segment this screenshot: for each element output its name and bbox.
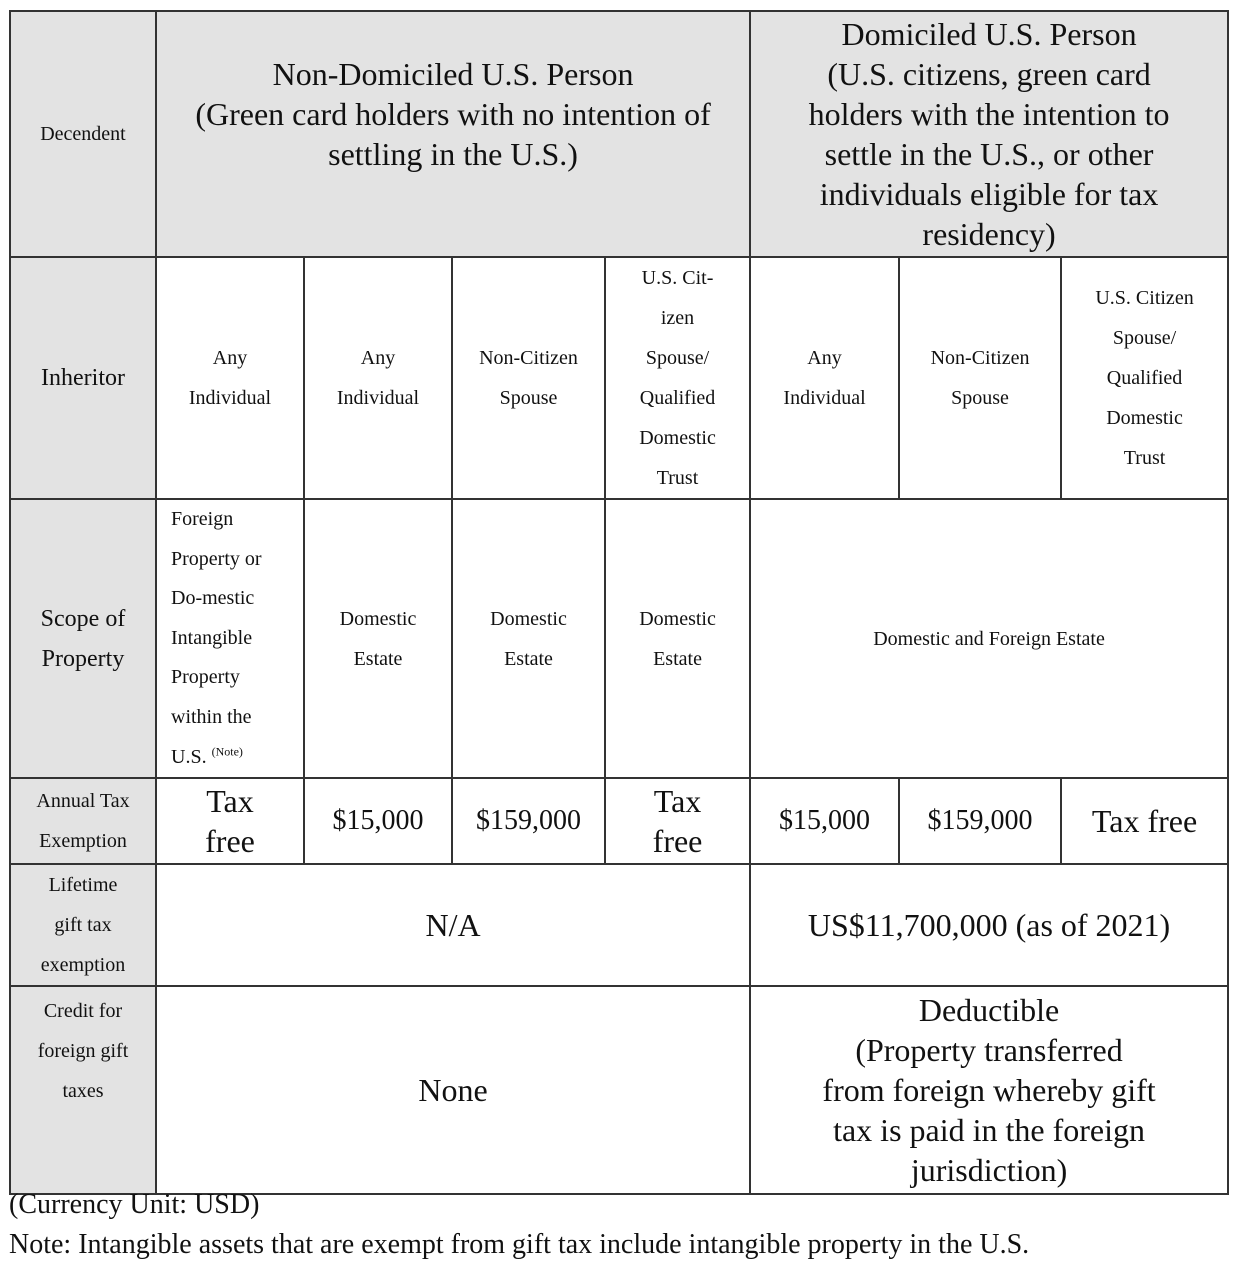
scope-domestic-estate-3 (605, 499, 750, 778)
cell-line: Qualified (1106, 367, 1183, 389)
cell-line: Property (41, 645, 125, 672)
cell-line: tax is paid in the foreign (833, 1112, 1145, 1149)
scope-label (10, 499, 156, 778)
scope-domestic-and-foreign: Domestic and Foreign Estate (750, 499, 1228, 778)
cell-line: Individual (336, 387, 420, 409)
cell-line: foreign gift (37, 1040, 129, 1063)
cell-line: Credit for (43, 1000, 123, 1023)
cell-line: Qualified (639, 387, 716, 409)
cell-line: Tax (206, 783, 254, 820)
decedent-row (10, 11, 1228, 257)
annual-amount-15000-2: $15,000 (750, 778, 899, 864)
cell-line: Any (360, 347, 396, 369)
cell-line: Estate (353, 647, 403, 670)
non-domiciled-title: Non-Domiciled U.S. Person (272, 56, 634, 92)
cell-line: Deductible (918, 992, 1060, 1029)
cell-line: jurisdiction) (910, 1152, 1068, 1189)
cell-line: Exemption (39, 830, 127, 853)
cell-line: Domestic (639, 427, 716, 449)
cell-line: Domestic (1106, 407, 1183, 429)
lifetime-na: N/A (156, 864, 750, 986)
domiciled-desc-5: residency) (922, 216, 1056, 252)
cell-line: Annual Tax (36, 790, 130, 813)
cell-line: Do-mestic (171, 587, 255, 610)
domiciled-desc-3: settle in the U.S., or other (824, 136, 1154, 172)
inheritor-citizen-spouse-2 (1061, 257, 1228, 499)
gift-tax-table (9, 10, 1229, 1195)
cell-line: Property (171, 666, 240, 689)
cell-line: Spouse (499, 387, 558, 409)
inheritor-any-individual-2 (304, 257, 452, 499)
cell-line: from foreign whereby gift (822, 1072, 1156, 1109)
inheritor-row (10, 257, 1228, 499)
cell-line: Any (807, 347, 842, 369)
scope-domestic-estate-1 (304, 499, 452, 778)
credit-label (10, 986, 156, 1194)
cell-line: free (652, 823, 703, 860)
cell-line: Property or (171, 547, 262, 570)
credit-deductible (750, 986, 1228, 1194)
annual-tax-free-2 (605, 778, 750, 864)
cell-line: Domestic (639, 607, 716, 630)
lifetime-amount: US$11,700,000 (as of 2021) (750, 864, 1228, 986)
inheritor-non-citizen-spouse-2 (899, 257, 1061, 499)
credit-row (10, 986, 1228, 1194)
domiciled-desc-4: individuals eligible for tax (819, 176, 1159, 212)
cell-line: gift tax (54, 914, 112, 937)
credit-none: None (156, 986, 750, 1194)
cell-line: (Property transferred (855, 1032, 1123, 1069)
lifetime-exemption-label (10, 864, 156, 986)
cell-line: Tax (653, 783, 702, 820)
cell-line: Non-Citizen (930, 347, 1030, 369)
cell-line: Foreign (171, 508, 234, 530)
cell-line: U.S. Citizen (1095, 287, 1194, 309)
cell-line: Any (212, 347, 248, 369)
annual-exemption-row (10, 778, 1228, 864)
inheritor-any-individual-3 (750, 257, 899, 499)
inheritor-citizen-spouse-1 (605, 257, 750, 499)
cell-line: Spouse/ (645, 347, 710, 369)
inheritor-any-individual-1 (156, 257, 304, 499)
cell-line: exemption (40, 954, 126, 977)
cell-line: taxes (62, 1080, 104, 1103)
cell-line: Individual (188, 387, 272, 409)
cell-line (171, 738, 299, 778)
non-domiciled-desc-2: settling in the U.S.) (328, 136, 578, 172)
annual-tax-free-3: Tax free (1061, 778, 1228, 864)
cell-line: Intangible (171, 626, 253, 649)
domiciled-desc-1: (U.S. citizens, green card (827, 56, 1151, 92)
cell-line: Scope of (40, 605, 126, 632)
annual-exemption-label (10, 778, 156, 864)
cell-line: Trust (1123, 447, 1166, 469)
inheritor-label: Inheritor (10, 257, 156, 499)
scope-domestic-estate-2 (452, 499, 605, 778)
domiciled-header (750, 11, 1228, 257)
cell-line: Individual (783, 387, 866, 409)
cell-line: Non-Citizen (479, 347, 578, 369)
scope-us-text: U.S. (171, 745, 207, 768)
non-domiciled-desc-1: (Green card holders with no intention of (195, 96, 711, 132)
footnote: Note: Intangible assets that are exempt from gift tax include intangible property in the U.S. (9, 1229, 1030, 1260)
cell-line: free (205, 823, 255, 860)
cell-line: within the (171, 705, 252, 728)
cell-line: izen (660, 307, 695, 329)
cell-line: Spouse/ (1112, 327, 1177, 349)
cell-line: Estate (653, 647, 702, 670)
currency-unit-note: (Currency Unit: USD) (9, 1189, 260, 1220)
domiciled-desc-2: holders with the intention to (808, 96, 1170, 132)
annual-amount-159000-1: $159,000 (452, 778, 605, 864)
cell-line: Trust (656, 467, 699, 489)
domiciled-title: Domiciled U.S. Person (841, 16, 1137, 52)
decedent-label: Decendent (10, 11, 156, 257)
cell-line: Lifetime (48, 874, 118, 897)
annual-amount-159000-2: $159,000 (899, 778, 1061, 864)
scope-row (10, 499, 1228, 778)
cell-line: Spouse (951, 387, 1009, 409)
inheritor-non-citizen-spouse-1 (452, 257, 605, 499)
annual-tax-free-1 (156, 778, 304, 864)
note-marker: (Note) (211, 743, 243, 758)
cell-line: Domestic (490, 607, 567, 630)
cell-line: Domestic (339, 607, 417, 630)
non-domiciled-header (156, 11, 750, 257)
lifetime-exemption-row (10, 864, 1228, 986)
annual-amount-15000-1: $15,000 (304, 778, 452, 864)
scope-foreign-or-intangible (156, 499, 304, 778)
cell-line: U.S. Cit- (641, 267, 714, 289)
cell-line: Estate (504, 647, 553, 670)
